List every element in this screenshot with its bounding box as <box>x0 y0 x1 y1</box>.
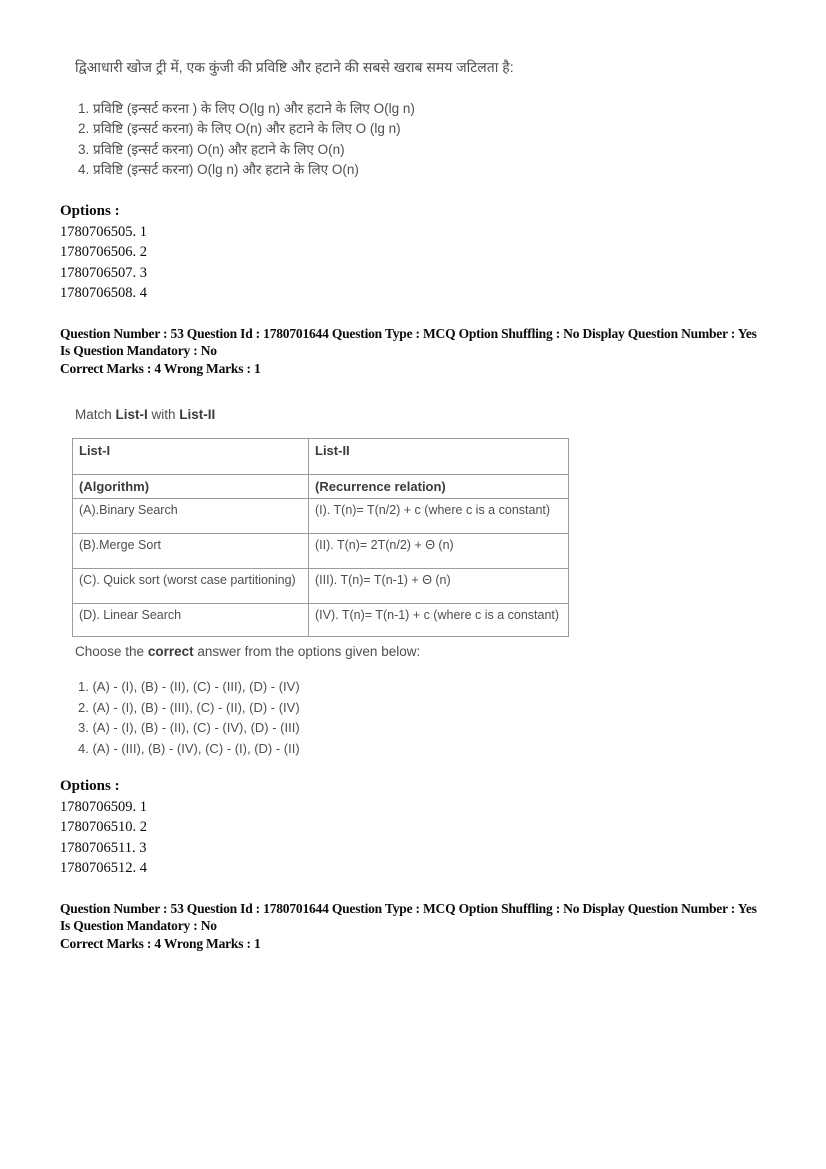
table-row <box>73 499 569 534</box>
table-cell: (I). T(n)= T(n/2) + c (where c is a constant) <box>309 499 569 534</box>
choose-prefix: Choose the <box>75 644 148 659</box>
question-metadata-line: Is Question Mandatory : No <box>60 343 217 359</box>
option-id: 1780706507. 3 <box>60 264 147 281</box>
choice-option-4: 4. (A) - (III), (B) - (IV), (C) - (I), (D) - (II) <box>78 740 300 756</box>
options-label: Options : <box>60 203 120 219</box>
table-header-cell: (Algorithm) <box>73 475 309 499</box>
choose-bold-word: correct <box>147 644 194 659</box>
option-id: 1780706505. 1 <box>60 224 147 240</box>
table-cell: (B).Merge Sort <box>73 534 309 569</box>
match-prefix: Match <box>75 407 116 422</box>
options-label: Options : <box>60 778 120 794</box>
table-row <box>73 569 569 604</box>
list-2-label: List-II <box>179 407 216 422</box>
option-id-list <box>60 797 147 879</box>
table-cell: (III). T(n)= T(n-1) + Θ (n) <box>309 569 569 604</box>
choose-instruction <box>75 644 420 659</box>
option-id: 1780706512. 4 <box>60 860 147 877</box>
choice-option-4: 4. प्रविष्टि (इन्सर्ट करना) O(lg n) और हटाने के लिए O(n) <box>78 162 359 178</box>
table-header-row <box>73 439 569 475</box>
option-id: 1780706509. 1 <box>60 799 147 815</box>
table-header-cell: List-I <box>73 439 309 475</box>
table-cell: (C). Quick sort (worst case partitioning) <box>73 569 309 604</box>
choice-option-1: 1. प्रविष्टि (इन्सर्ट करना ) के लिए O(lg n) और हटाने के लिए O(lg n) <box>78 101 415 116</box>
choice-option-3: 3. (A) - (I), (B) - (II), (C) - (IV), (D) - (III) <box>78 720 300 736</box>
table-cell: (A).Binary Search <box>73 499 309 534</box>
table-header-cell: List-II <box>309 439 569 475</box>
choice-option-2: 2. (A) - (I), (B) - (III), (C) - (II), (D) - (IV) <box>78 699 300 715</box>
question-marks-line: Correct Marks : 4 Wrong Marks : 1 <box>60 935 261 951</box>
question-metadata <box>60 900 790 952</box>
match-table <box>72 438 569 637</box>
match-middle: with <box>147 407 180 422</box>
table-cell: (II). T(n)= 2T(n/2) + Θ (n) <box>309 534 569 569</box>
table-header-cell: (Recurrence relation) <box>309 475 569 499</box>
match-instruction <box>75 407 215 422</box>
question-marks-line: Correct Marks : 4 Wrong Marks : 1 <box>60 360 261 376</box>
table-cell: (IV). T(n)= T(n-1) + c (where c is a constant) <box>309 604 569 637</box>
choice-option-2: 2. प्रविष्टि (इन्सर्ट करना) के लिए O(n) और हटाने के लिए O (lg n) <box>78 121 401 137</box>
option-id-list <box>60 222 147 304</box>
option-id: 1780706506. 2 <box>60 244 147 261</box>
question-metadata-line: Is Question Mandatory : No <box>60 918 217 934</box>
table-row <box>73 604 569 637</box>
list-1-label: List-I <box>115 407 148 422</box>
option-id: 1780706511. 3 <box>60 839 147 856</box>
question-hindi-choices <box>78 99 415 181</box>
table-cell: (D). Linear Search <box>73 604 309 637</box>
option-id: 1780706508. 4 <box>60 285 147 302</box>
question-text-hindi: द्विआधारी खोज ट्री में, एक कुंजी की प्रविष्टि और हटाने की सबसे खराब समय जटिलता है: <box>75 59 514 75</box>
choose-suffix: answer from the options given below: <box>193 644 421 659</box>
match-answer-choices <box>78 677 300 759</box>
question-metadata-line: Question Number : 53 Question Id : 1780701644 Question Type : MCQ Option Shuffling : No Display Question Number : Yes <box>60 326 757 341</box>
table-subheader-row <box>73 475 569 499</box>
choice-option-1: 1. (A) - (I), (B) - (II), (C) - (III), (D) - (IV) <box>78 679 300 694</box>
choice-option-3: 3. प्रविष्टि (इन्सर्ट करना) O(n) और हटाने के लिए O(n) <box>78 141 345 157</box>
question-metadata-line: Question Number : 53 Question Id : 1780701644 Question Type : MCQ Option Shuffling : No Display Question Number : Yes <box>60 901 757 916</box>
question-metadata <box>60 325 790 377</box>
table-row <box>73 534 569 569</box>
option-id: 1780706510. 2 <box>60 819 147 836</box>
